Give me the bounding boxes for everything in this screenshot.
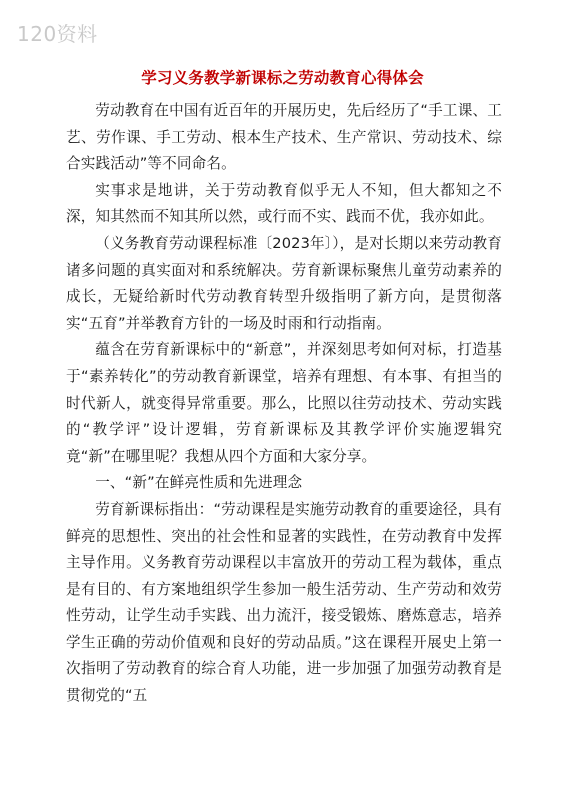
section-heading: 一、“新”在鲜亮性质和先进理念 [95,474,303,492]
paragraph: 劳育新课标指出：“劳动课程是实施劳动教育的重要途径，具有鲜亮的思想性、突出的社会性和显著的实践性，在劳动教育中发挥主导作用。义务教育劳动课程以丰富放开的劳动工程为载体，重点是有目的、有方案地组织学生参加一般生活劳动、生产劳动和效劳性劳动，让学生动手实践、出力流汗，接受锻炼、磨炼意志，培养学生正确的劳动价值观和良好的劳动品质。”这在课程开展史上第一次指明了劳动教育的综合育人功能，进一步加强了加强劳动教育是贯彻党的“五 [66,500,502,705]
document-title: 学习义务教学新课标之劳动教育心得体会 [141,69,424,87]
document-body [66,98,502,710]
paragraph: 实事求是地讲，关于劳动教育似乎无人不知，但大都知之不深，知其然而不知其所以然，或行而不实、践而不优，我亦如此。 [66,181,502,226]
paragraph: （义务教育劳动课程标准〔2023年〕），是对长期以来劳动教育诸多问题的真实面对和系统解决。劳育新课标聚焦儿童劳动素养的成长，无疑给新时代劳动教育转型升级指明了新方向，是贯彻落实“五育”并举教育方针的一场及时雨和行动指南。 [66,234,502,332]
paragraph: 劳动教育在中国有近百年的开展历史，先后经历了“手工课、工艺、劳作课、手工劳动、根本生产技术、生产常识、劳动技术、综合实践活动”等不同命名。 [66,102,502,173]
paragraph: 蕴含在劳育新课标中的“新意”，并深刻思考如何对标，打造基于“素养转化”的劳动教育新课堂，培养有理想、有本事、有担当的时代新人，就变得异常重要。那么，比照以往劳动技术、劳动实践的“教学评”设计逻辑，劳育新课标及其教学评价实施逻辑究竟“新”在哪里呢？我想从四个方面和大家分享。 [66,341,502,465]
watermark: 120资料 [17,22,98,46]
